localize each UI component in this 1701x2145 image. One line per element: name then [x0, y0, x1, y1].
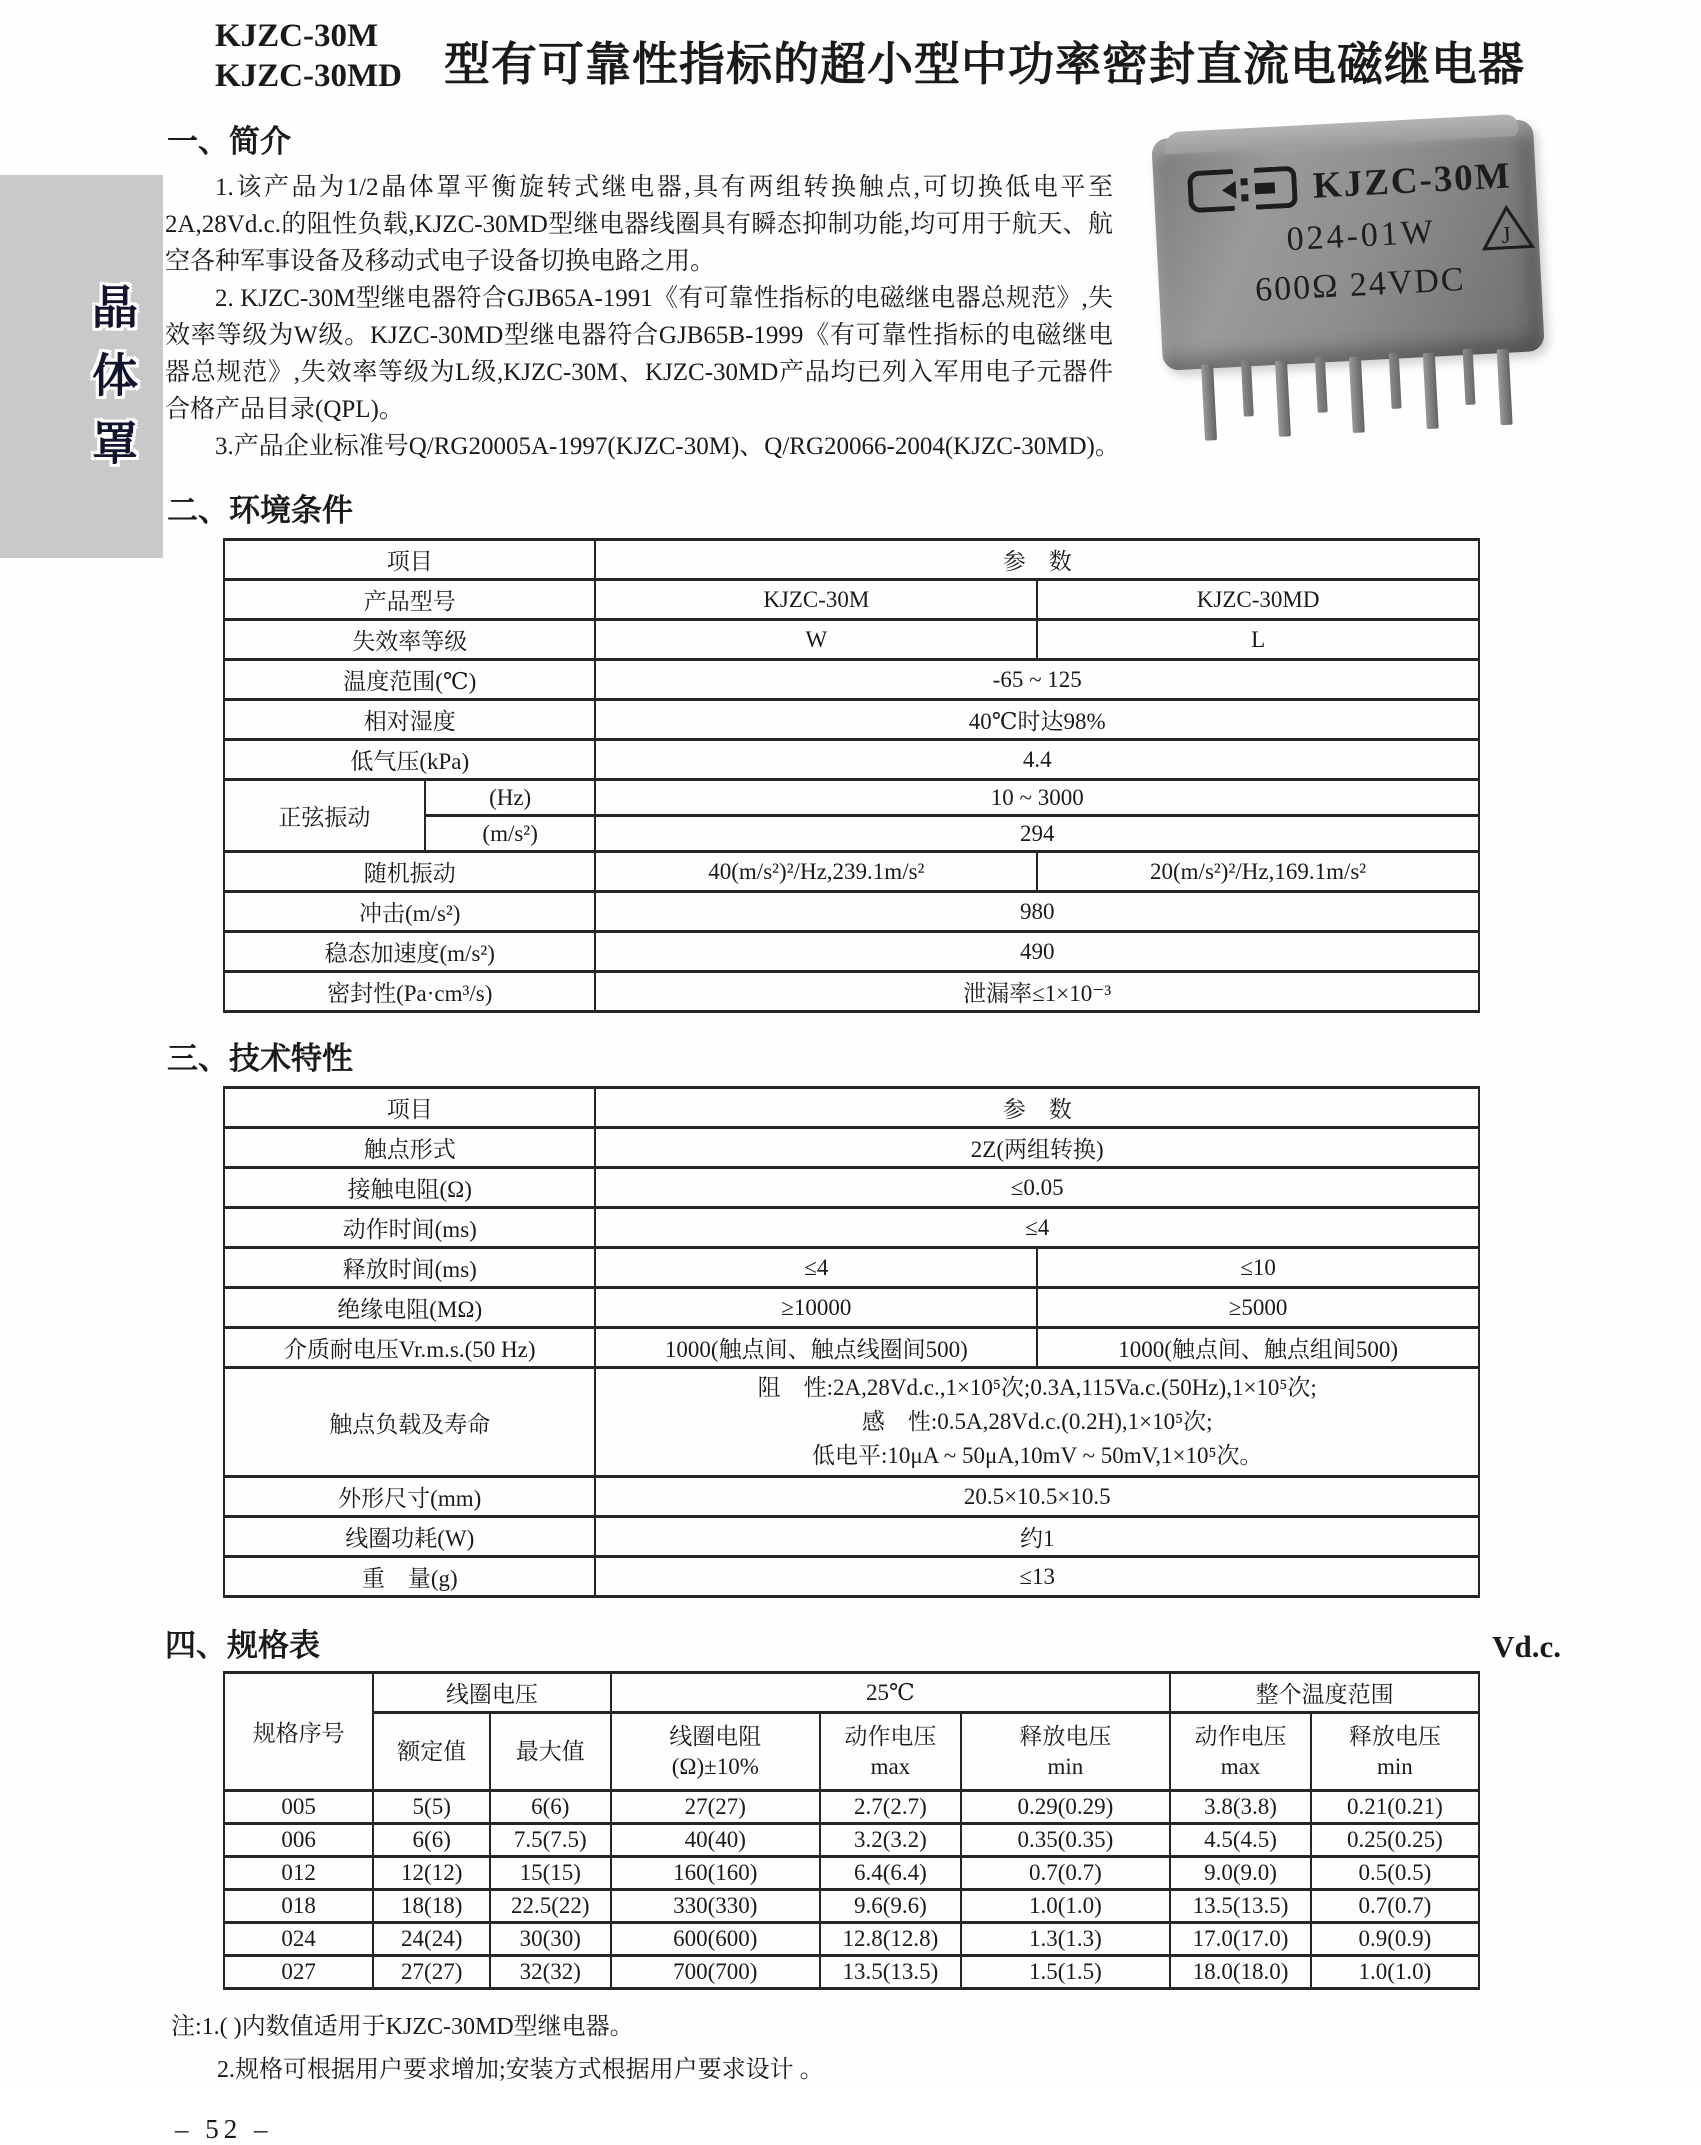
tech-coil-power-label: 线圈功耗(W) [224, 1517, 595, 1557]
spec-cell: 160(160) [611, 1857, 821, 1890]
tech-load-line1: 阻 性:2A,28Vd.c.,1×10⁵次;0.3A,115Va.c.(50Hz),1×10⁵次; [757, 1375, 1317, 1400]
tech-release-time-v1: ≤4 [595, 1248, 1037, 1288]
table-row [224, 972, 1479, 1012]
spec-cell: 22.5(22) [490, 1890, 610, 1923]
spec-cell: 2.7(2.7) [820, 1791, 961, 1824]
intro-paragraph-2: 2. KJZC-30M型继电器符合GJB65A-1991《有可靠性指标的电磁继电器总规范》,失效率等级为W级。KJZC-30MD型继电器符合GJB65B-1999《有可靠性指标的电磁继电器总规范》,失效率等级为L级,KJZC-30M、KJZC-30MD产品均已列入军用电子元器件合格产品目录(QPL)。 [165, 285, 1113, 423]
tech-dimensions-label: 外形尺寸(mm) [224, 1477, 595, 1517]
table-row [224, 740, 1479, 780]
spec-cell: 30(30) [490, 1923, 610, 1956]
env-header-item: 项目 [224, 540, 595, 580]
table-row [224, 852, 1479, 892]
spec-cell: 32(32) [490, 1956, 610, 1989]
spec-cell: 17.0(17.0) [1170, 1923, 1311, 1956]
spec-cell: 024 [224, 1923, 373, 1956]
sidebar-category-tab [0, 175, 163, 558]
relay-pin [1349, 356, 1365, 433]
table-row [224, 1890, 1479, 1923]
relay-pin [1423, 353, 1439, 430]
spec-cell: 0.7(0.7) [1311, 1890, 1479, 1923]
table-row [224, 1248, 1479, 1288]
tech-weight-value: ≤13 [595, 1557, 1479, 1597]
technical-table [223, 1086, 1480, 1598]
spec-header-release-25 [961, 1713, 1171, 1791]
relay-body-graphic [1151, 119, 1545, 371]
table-row [224, 1857, 1479, 1890]
spec-cell: 027 [224, 1956, 373, 1989]
tech-dimensions-value: 20.5×10.5×10.5 [595, 1477, 1479, 1517]
env-pressure-label: 低气压(kPa) [224, 740, 595, 780]
tech-release-time-label: 释放时间(ms) [224, 1248, 595, 1288]
spec-cell: 0.29(0.29) [961, 1791, 1171, 1824]
relay-pin [1497, 349, 1513, 426]
env-random-v1: 40(m/s²)²/Hz,239.1m/s² [595, 852, 1037, 892]
env-sine-label: 正弦振动 [224, 780, 425, 852]
env-humidity-value: 40℃时达98% [595, 700, 1479, 740]
table-row [224, 1328, 1479, 1368]
env-sine-sub1: (Hz) [425, 780, 596, 816]
env-model-v2: KJZC-30MD [1037, 580, 1479, 620]
sidebar-vertical-label: 晶体罩 [86, 283, 137, 487]
spec-cell: 7.5(7.5) [490, 1824, 610, 1857]
table-row [224, 932, 1479, 972]
table-row [224, 1923, 1479, 1956]
env-temp-value: -65 ~ 125 [595, 660, 1479, 700]
env-seal-label: 密封性(Pa·cm³/s) [224, 972, 595, 1012]
cert-letter: J [1501, 222, 1515, 249]
table-row [224, 1288, 1479, 1328]
spec-cell: 9.6(9.6) [820, 1890, 961, 1923]
spec-cell: 6(6) [373, 1824, 490, 1857]
spec-group-25c: 25℃ [611, 1673, 1171, 1713]
section-heading-intro: 一、简介 [167, 124, 291, 159]
table-row [224, 1168, 1479, 1208]
table-row [224, 660, 1479, 700]
env-failure-v1: W [595, 620, 1037, 660]
table-row [224, 1557, 1479, 1597]
spec-cell: 27(27) [611, 1791, 821, 1824]
relay-marking-model: KJZC-30M [1311, 154, 1513, 207]
relay-product-image [1147, 119, 1557, 367]
env-model-label: 产品型号 [224, 580, 595, 620]
spec-cell: 15(15) [490, 1857, 610, 1890]
relay-pin [1315, 356, 1328, 412]
table-row [224, 1477, 1479, 1517]
spec-header-coil-res [611, 1713, 821, 1791]
spec-cell: 24(24) [373, 1923, 490, 1956]
spec-cell: 13.5(13.5) [1170, 1890, 1311, 1923]
logo-dots [1240, 178, 1248, 201]
relay-pin [1275, 360, 1291, 437]
section-heading-environment: 二、环境条件 [167, 493, 353, 528]
table-row [224, 1713, 1479, 1791]
tech-dielectric-label: 介质耐电压Vr.m.s.(50 Hz) [224, 1328, 595, 1368]
table-row [224, 1824, 1479, 1857]
tech-weight-label: 重 量(g) [224, 1557, 595, 1597]
env-pressure-value: 4.4 [595, 740, 1479, 780]
tech-contact-form-value: 2Z(两组转换) [595, 1128, 1479, 1168]
relay-marking-coil: 600Ω 24VDC [1254, 260, 1467, 309]
section-technical [165, 1033, 1565, 1598]
page-title: 型有可靠性指标的超小型中功率密封直流电磁继电器 [443, 39, 1525, 90]
spec-cell: 600(600) [611, 1923, 821, 1956]
spec-cell: 1.0(1.0) [961, 1890, 1171, 1923]
relay-marking-code: 024-01W [1285, 212, 1437, 258]
spec-cell: 6.4(6.4) [820, 1857, 961, 1890]
spec-cell: 5(5) [373, 1791, 490, 1824]
table-row [224, 540, 1479, 580]
spec-header-operate-25-title: 动作电压 [844, 1723, 937, 1749]
env-sine-v1: 10 ~ 3000 [595, 780, 1479, 816]
env-humidity-label: 相对湿度 [224, 700, 595, 740]
tech-dielectric-v2: 1000(触点间、触点组间500) [1037, 1328, 1479, 1368]
tech-contact-res-value: ≤0.05 [595, 1168, 1479, 1208]
tech-insulation-label: 绝缘电阻(MΩ) [224, 1288, 595, 1328]
relay-face-markings [1151, 119, 1542, 314]
tech-load-value [595, 1368, 1479, 1477]
table-row [224, 580, 1479, 620]
logo-left-glyph [1187, 169, 1235, 213]
spec-cell: 330(330) [611, 1890, 821, 1923]
spec-table [223, 1671, 1480, 1990]
env-sine-v2: 294 [595, 816, 1479, 852]
section-environment [165, 485, 1565, 1013]
model-name-secondary: KJZC-30MD [215, 58, 402, 94]
spec-cell: 0.7(0.7) [961, 1857, 1171, 1890]
spec-cell: 18(18) [373, 1890, 490, 1923]
relay-pin [1389, 352, 1402, 408]
spec-heading-row [165, 1620, 1565, 1665]
spec-header-operate-range-sub: max [1220, 1753, 1261, 1779]
tech-header-param: 参 数 [595, 1088, 1479, 1128]
spec-cell: 005 [224, 1791, 373, 1824]
intro-paragraph-1: 1.该产品为1/2晶体罩平衡旋转式继电器,具有两组转换触点,可切换低电平至2A,28Vd.c.的阻性负载,KJZC-30MD型继电器线圈具有瞬态抑制功能,均可用于航天、航空各种军事设备及移动式电子设备切换电路之用。 [165, 174, 1113, 275]
spec-cell: 1.3(1.3) [961, 1923, 1171, 1956]
spec-header-release-25-sub: min [1047, 1753, 1084, 1779]
tech-contact-res-label: 接触电阻(Ω) [224, 1168, 595, 1208]
spec-cell: 1.0(1.0) [1311, 1956, 1479, 1989]
environment-table [223, 538, 1480, 1013]
table-row [224, 1208, 1479, 1248]
spec-cell: 0.5(0.5) [1311, 1857, 1479, 1890]
spec-group-coil-voltage: 线圈电压 [373, 1673, 610, 1713]
spec-header-rated: 额定值 [373, 1713, 490, 1791]
section-intro [165, 116, 1565, 465]
page-number: – 52 – [175, 2114, 273, 2144]
spec-cell: 6(6) [490, 1791, 610, 1824]
tech-contact-form-label: 触点形式 [224, 1128, 595, 1168]
tech-load-line3: 低电平:10μA ~ 50μA,10mV ~ 50mV,1×10⁵次。 [811, 1443, 1263, 1468]
env-sine-sub2: (m/s²) [425, 816, 596, 852]
spec-cell: 40(40) [611, 1824, 821, 1857]
env-accel-label: 稳态加速度(m/s²) [224, 932, 595, 972]
spec-cell: 3.2(3.2) [820, 1824, 961, 1857]
spec-cell: 0.35(0.35) [961, 1824, 1171, 1857]
relay-pin [1201, 364, 1217, 441]
table-row [224, 1673, 1479, 1713]
spec-cell: 12.8(12.8) [820, 1923, 961, 1956]
table-row [224, 620, 1479, 660]
tech-operate-time-value: ≤4 [595, 1208, 1479, 1248]
spec-cell: 0.9(0.9) [1311, 1923, 1479, 1956]
env-random-label: 随机振动 [224, 852, 595, 892]
tech-header-item: 项目 [224, 1088, 595, 1128]
brand-logo-icon [1187, 166, 1298, 214]
tech-insulation-v2: ≥5000 [1037, 1288, 1479, 1328]
table-row [224, 1956, 1479, 1989]
spec-header-operate-range-title: 动作电压 [1194, 1723, 1287, 1749]
relay-pin [1463, 349, 1476, 405]
relay-pin [1241, 360, 1254, 416]
env-failure-label: 失效率等级 [224, 620, 595, 660]
spec-cell: 0.25(0.25) [1311, 1824, 1479, 1857]
tech-load-label: 触点负载及寿命 [224, 1368, 595, 1477]
table-row [224, 892, 1479, 932]
relay-marking-row2 [1285, 203, 1539, 262]
section-heading-spec: 四、规格表 [165, 1628, 320, 1663]
table-row [224, 1517, 1479, 1557]
spec-unit-label: Vd.c. [1492, 1629, 1561, 1664]
page-content [165, 0, 1565, 2145]
table-row [224, 700, 1479, 740]
tech-release-time-v2: ≤10 [1037, 1248, 1479, 1288]
intro-body [165, 154, 1565, 465]
spec-cell: 1.5(1.5) [961, 1956, 1171, 1989]
logo-right-glyph [1254, 166, 1298, 210]
spec-cell: 13.5(13.5) [820, 1956, 961, 1989]
document-header [215, 16, 1565, 96]
relay-marking-row1 [1187, 153, 1537, 213]
spec-cell: 12(12) [373, 1857, 490, 1890]
model-name-primary: KJZC-30M [215, 18, 379, 54]
tech-operate-time-label: 动作时间(ms) [224, 1208, 595, 1248]
spec-cell: 27(27) [373, 1956, 490, 1989]
table-row [224, 1088, 1479, 1128]
spec-header-release-25-title: 释放电压 [1019, 1723, 1112, 1749]
spec-header-operate-25 [820, 1713, 961, 1791]
env-header-param: 参 数 [595, 540, 1479, 580]
intro-paragraph-3: 3.产品企业标准号Q/RG20005A-1997(KJZC-30M)、Q/RG20066-2004(KJZC-30MD)。 [215, 433, 1120, 460]
cert-triangle-icon [1481, 203, 1535, 252]
spec-cell: 006 [224, 1824, 373, 1857]
spec-cell: 3.8(3.8) [1170, 1791, 1311, 1824]
note-2: 2.规格可根据用户要求增加;安装方式根据用户要求设计 。 [217, 2057, 824, 2083]
spec-group-full-range: 整个温度范围 [1170, 1673, 1479, 1713]
table-row [224, 1128, 1479, 1168]
env-failure-v2: L [1037, 620, 1479, 660]
spec-header-operate-range [1170, 1713, 1311, 1791]
section-spec [165, 1620, 1565, 2084]
table-row [224, 1368, 1479, 1477]
env-shock-value: 980 [595, 892, 1479, 932]
spec-cell: 9.0(9.0) [1170, 1857, 1311, 1890]
spec-cell: 012 [224, 1857, 373, 1890]
spec-header-max: 最大值 [490, 1713, 610, 1791]
spec-header-serial: 规格序号 [224, 1673, 373, 1791]
tech-insulation-v1: ≥10000 [595, 1288, 1037, 1328]
tech-coil-power-value: 约1 [595, 1517, 1479, 1557]
tech-dielectric-v1: 1000(触点间、触点线圈间500) [595, 1328, 1037, 1368]
note-1: 注:1.( )内数值适用于KJZC-30MD型继电器。 [171, 2014, 634, 2040]
spec-header-release-range [1311, 1713, 1479, 1791]
spec-header-release-range-title: 释放电压 [1348, 1723, 1441, 1749]
env-shock-label: 冲击(m/s²) [224, 892, 595, 932]
model-names [215, 16, 402, 96]
env-model-v1: KJZC-30M [595, 580, 1037, 620]
spec-cell: 700(700) [611, 1956, 821, 1989]
spec-header-release-range-sub: min [1376, 1753, 1413, 1779]
table-row [224, 1791, 1479, 1824]
section-heading-technical: 三、技术特性 [167, 1041, 353, 1076]
spec-cell: 018 [224, 1890, 373, 1923]
spec-cell: 18.0(18.0) [1170, 1956, 1311, 1989]
env-random-v2: 20(m/s²)²/Hz,169.1m/s² [1037, 852, 1479, 892]
env-accel-value: 490 [595, 932, 1479, 972]
spec-cell: 0.21(0.21) [1311, 1791, 1479, 1824]
env-seal-value: 泄漏率≤1×10⁻³ [595, 972, 1479, 1012]
spec-header-coil-res-line1: 线圈电阻 [669, 1723, 762, 1749]
tech-load-line2: 感 性:0.5A,28Vd.c.(0.2H),1×10⁵次; [861, 1409, 1213, 1434]
spec-cell: 4.5(4.5) [1170, 1824, 1311, 1857]
spec-header-coil-res-line2: (Ω)±10% [671, 1753, 759, 1779]
env-temp-label: 温度范围(℃) [224, 660, 595, 700]
spec-header-operate-25-sub: max [870, 1753, 911, 1779]
table-row [224, 780, 1479, 816]
